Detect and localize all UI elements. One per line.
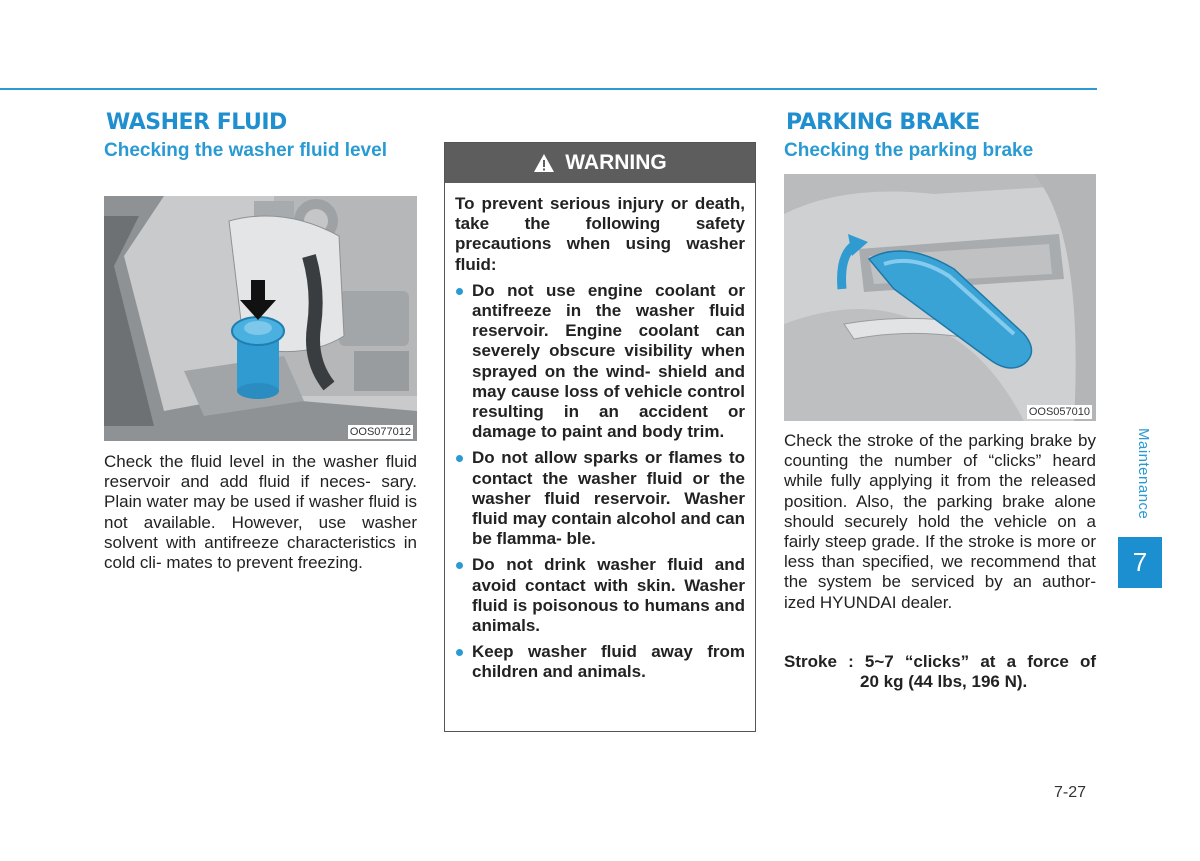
parking-brake-body: Check the stroke of the parking brake by counting the number of “clicks” heard while fully applying it from the released position. Also, the parking brake alone should securely hold the vehicle on a fairly steep grade. If the stroke is more or less than specified, we recommend that the system be serviced by an author- ized HYUNDAI dealer. — [784, 431, 1096, 612]
washer-fluid-subheading: Checking the washer fluid level — [104, 140, 387, 161]
warning-item: Do not use engine coolant or antifreeze in the washer fluid reservoir. Engine coolant can severely obscure visibility when sprayed on the wind- shield and may cause loss of vehicle control resulting in an accident or damage to paint and body trim. — [455, 281, 745, 443]
parking-brake-illustration — [784, 174, 1096, 421]
bullet-icon — [456, 562, 463, 569]
parking-brake-figure — [784, 174, 1096, 421]
warning-item: Do not drink washer fluid and avoid contact with skin. Washer fluid is poisonous to humans and animals. — [455, 555, 745, 636]
figure-code: OOS057010 — [1028, 406, 1090, 418]
parking-brake-title: PARKING BRAKE — [786, 110, 980, 135]
warning-item: Do not allow sparks or flames to contact the washer fluid or the washer fluid reservoir. Washer fluid may contain alcohol and can be flamma- ble. — [455, 448, 745, 549]
warning-list — [455, 281, 745, 683]
warning-box — [444, 142, 756, 732]
stroke-spec-value: 20 kg (44 lbs, 196 N). — [860, 672, 1028, 691]
warning-title: WARNING — [565, 151, 667, 174]
engine-bay-illustration — [104, 196, 417, 441]
chapter-number-tab: 7 — [1118, 537, 1162, 588]
warning-item: Keep washer fluid away from children and animals. — [455, 642, 745, 682]
header-rule — [0, 88, 1097, 90]
warning-intro: To prevent serious injury or death, take the following safety precautions when using washer fluid: — [455, 194, 745, 274]
page-number: 7-27 — [1054, 784, 1087, 801]
warning-triangle-icon — [533, 153, 555, 173]
stroke-spec-label: Stroke : 5~7 “clicks” at a force of — [784, 652, 1096, 671]
figure-code: OOS077012 — [349, 426, 411, 438]
parking-brake-subheading: Checking the parking brake — [784, 140, 1034, 161]
chapter-side-label: Maintenance — [1135, 428, 1152, 520]
washer-reservoir-figure — [104, 196, 417, 441]
warning-header — [445, 143, 755, 183]
washer-fluid-body: Check the fluid level in the washer fluid reservoir and add fluid if neces- sary. Plain water may be used if washer fluid is not available. However, use washer solvent with antifreeze characteristics in cold cli- mates to prevent freezing. — [104, 452, 417, 573]
bullet-icon — [456, 649, 463, 656]
washer-fluid-title: WASHER FLUID — [106, 110, 287, 135]
bullet-icon — [456, 455, 463, 462]
bullet-icon — [456, 288, 463, 295]
